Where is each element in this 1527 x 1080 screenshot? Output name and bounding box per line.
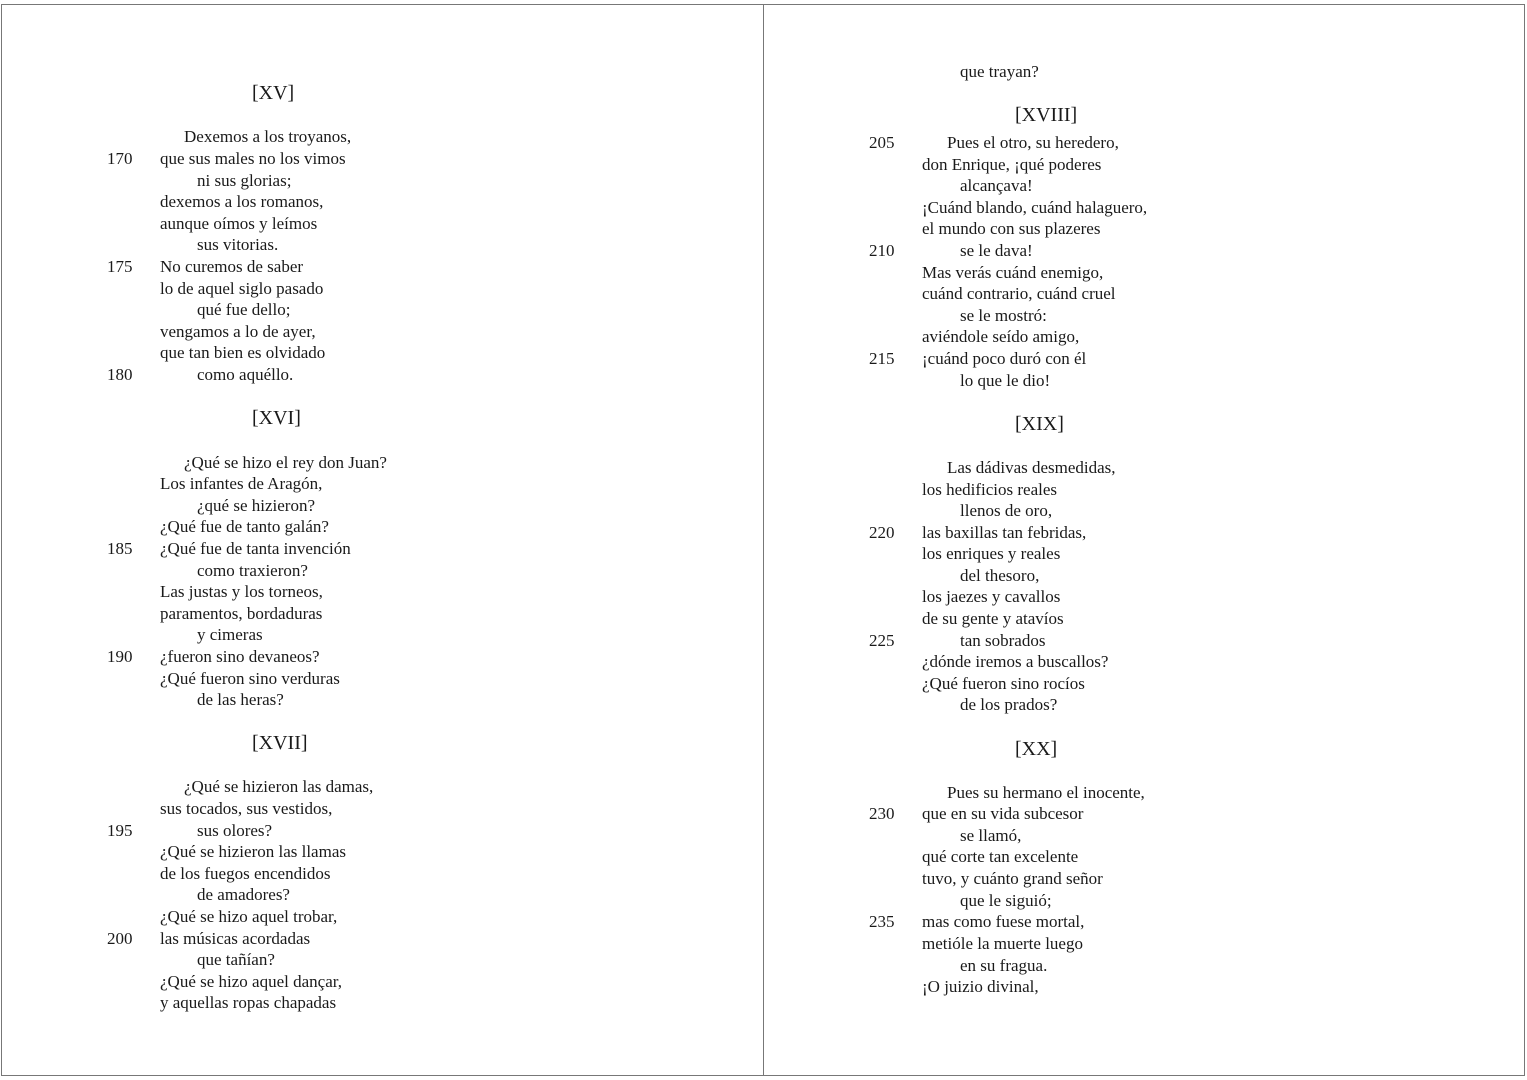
verse-line: Pues el otro, su heredero, (947, 133, 1119, 152)
verse-line: ¿Qué se hizieron las damas, (184, 777, 374, 796)
verse-line: los hedificios reales (922, 480, 1058, 499)
verse-line: ni sus glorias; (197, 171, 292, 190)
verse-line: ¿Qué se hizo aquel trobar, (160, 907, 338, 926)
verse-line: como aquéllo. (197, 365, 294, 384)
verse-line: qué corte tan excelente (922, 847, 1079, 866)
verse-line: paramentos, bordaduras (160, 604, 323, 623)
verse-line: ¿Qué se hizieron las llamas (160, 842, 346, 861)
verse-line: que le siguió; (960, 891, 1052, 910)
stanza-heading: [XVIII] (1015, 104, 1078, 126)
line-number: 175 (107, 257, 133, 276)
verse-line: de las heras? (197, 690, 284, 709)
line-number: 190 (107, 647, 133, 666)
verse-line: que tan bien es olvidado (160, 343, 326, 362)
verse-line: se le mostró: (960, 306, 1047, 325)
verse-line: Las justas y los torneos, (160, 582, 323, 601)
verse-line: Mas verás cuánd enemigo, (922, 263, 1104, 282)
line-number: 195 (107, 821, 133, 840)
verse-line: qué fue dello; (197, 300, 291, 319)
verse-line: lo que le dio! (960, 371, 1051, 390)
stanza-heading: [XVII] (252, 732, 308, 754)
verse-line: llenos de oro, (960, 501, 1053, 520)
verse-line: el mundo con sus plazeres (922, 219, 1101, 238)
verse-line: ¿dónde iremos a buscallos? (922, 652, 1109, 671)
verse-line: tuvo, y cuánto grand señor (922, 869, 1103, 888)
verse-line: en su fragua. (960, 956, 1048, 975)
verse-line: y cimeras (197, 625, 263, 644)
verse-line: ¿Qué fueron sino verduras (160, 669, 340, 688)
verse-line: se le dava! (960, 241, 1033, 260)
verse-line: ¿Qué se hizo aquel dançar, (160, 972, 342, 991)
verse-line: sus vitorias. (197, 235, 279, 254)
verse-line: No curemos de saber (160, 257, 304, 276)
line-number: 200 (107, 929, 133, 948)
verse-line: aunque oímos y leímos (160, 214, 318, 233)
verse-line: ¿qué se hizieron? (197, 496, 315, 515)
verse-line: ¿Qué fueron sino rocíos (922, 674, 1085, 693)
verse-line: las baxillas tan febridas, (922, 523, 1087, 542)
verse-line: las músicas acordadas (160, 929, 311, 948)
verse-line: tan sobrados (960, 631, 1046, 650)
line-number: 230 (869, 804, 895, 823)
verse-line: los jaezes y cavallos (922, 587, 1061, 606)
verse-line: sus olores? (197, 821, 273, 840)
verse-line: y aquellas ropas chapadas (160, 993, 337, 1012)
verse-line: del thesoro, (960, 566, 1040, 585)
verse-line: de los fuegos encendidos (160, 864, 331, 883)
verse-line: ¿fueron sino devaneos? (160, 647, 320, 666)
verse-line: de su gente y atavíos (922, 609, 1064, 628)
line-number: 205 (869, 133, 895, 152)
right-page (764, 0, 1527, 1080)
verse-line: ¡cuánd poco duró con él (922, 349, 1087, 368)
verse-line: ¿Qué fue de tanto galán? (160, 517, 329, 536)
verse-line: sus tocados, sus vestidos, (160, 799, 333, 818)
verse-line: vengamos a lo de ayer, (160, 322, 316, 341)
line-number: 170 (107, 149, 133, 168)
verse-line: lo de aquel siglo pasado (160, 279, 324, 298)
line-number: 180 (107, 365, 133, 384)
stanza-heading: [XIX] (1015, 413, 1064, 435)
line-number: 225 (869, 631, 895, 650)
line-number: 210 (869, 241, 895, 260)
left-page (0, 0, 763, 1080)
verse-line: ¿Qué se hizo el rey don Juan? (184, 453, 387, 472)
verse-line: don Enrique, ¡qué poderes (922, 155, 1102, 174)
verse-line: dexemos a los romanos, (160, 192, 324, 211)
stanza-heading: [XVI] (252, 407, 301, 429)
verse-line: de amadores? (197, 885, 290, 904)
verse-line: que trayan? (960, 62, 1039, 81)
verse-line: como traxieron? (197, 561, 308, 580)
line-number: 220 (869, 523, 895, 542)
line-number: 215 (869, 349, 895, 368)
verse-line: ¿Qué fue de tanta invención (160, 539, 351, 558)
verse-line: de los prados? (960, 695, 1058, 714)
verse-line: que tañían? (197, 950, 275, 969)
verse-line: Los infantes de Aragón, (160, 474, 323, 493)
verse-line: los enriques y reales (922, 544, 1061, 563)
verse-line: cuánd contrario, cuánd cruel (922, 284, 1116, 303)
line-number: 235 (869, 912, 895, 931)
verse-line: alcançava! (960, 176, 1033, 195)
verse-line: Dexemos a los troyanos, (184, 127, 352, 146)
verse-line: se llamó, (960, 826, 1022, 845)
verse-line: ¡O juizio divinal, (922, 977, 1039, 996)
stanza-heading: [XV] (252, 82, 295, 104)
verse-line: aviéndole seído amigo, (922, 327, 1080, 346)
line-number: 185 (107, 539, 133, 558)
verse-line: ¡Cuánd blando, cuánd halaguero, (922, 198, 1148, 217)
verse-line: metióle la muerte luego (922, 934, 1083, 953)
verse-line: Las dádivas desmedidas, (947, 458, 1116, 477)
verse-line: que sus males no los vimos (160, 149, 346, 168)
stanza-heading: [XX] (1015, 738, 1058, 760)
verse-line: Pues su hermano el inocente, (947, 783, 1145, 802)
verse-line: que en su vida subcesor (922, 804, 1084, 823)
verse-line: mas como fuese mortal, (922, 912, 1085, 931)
